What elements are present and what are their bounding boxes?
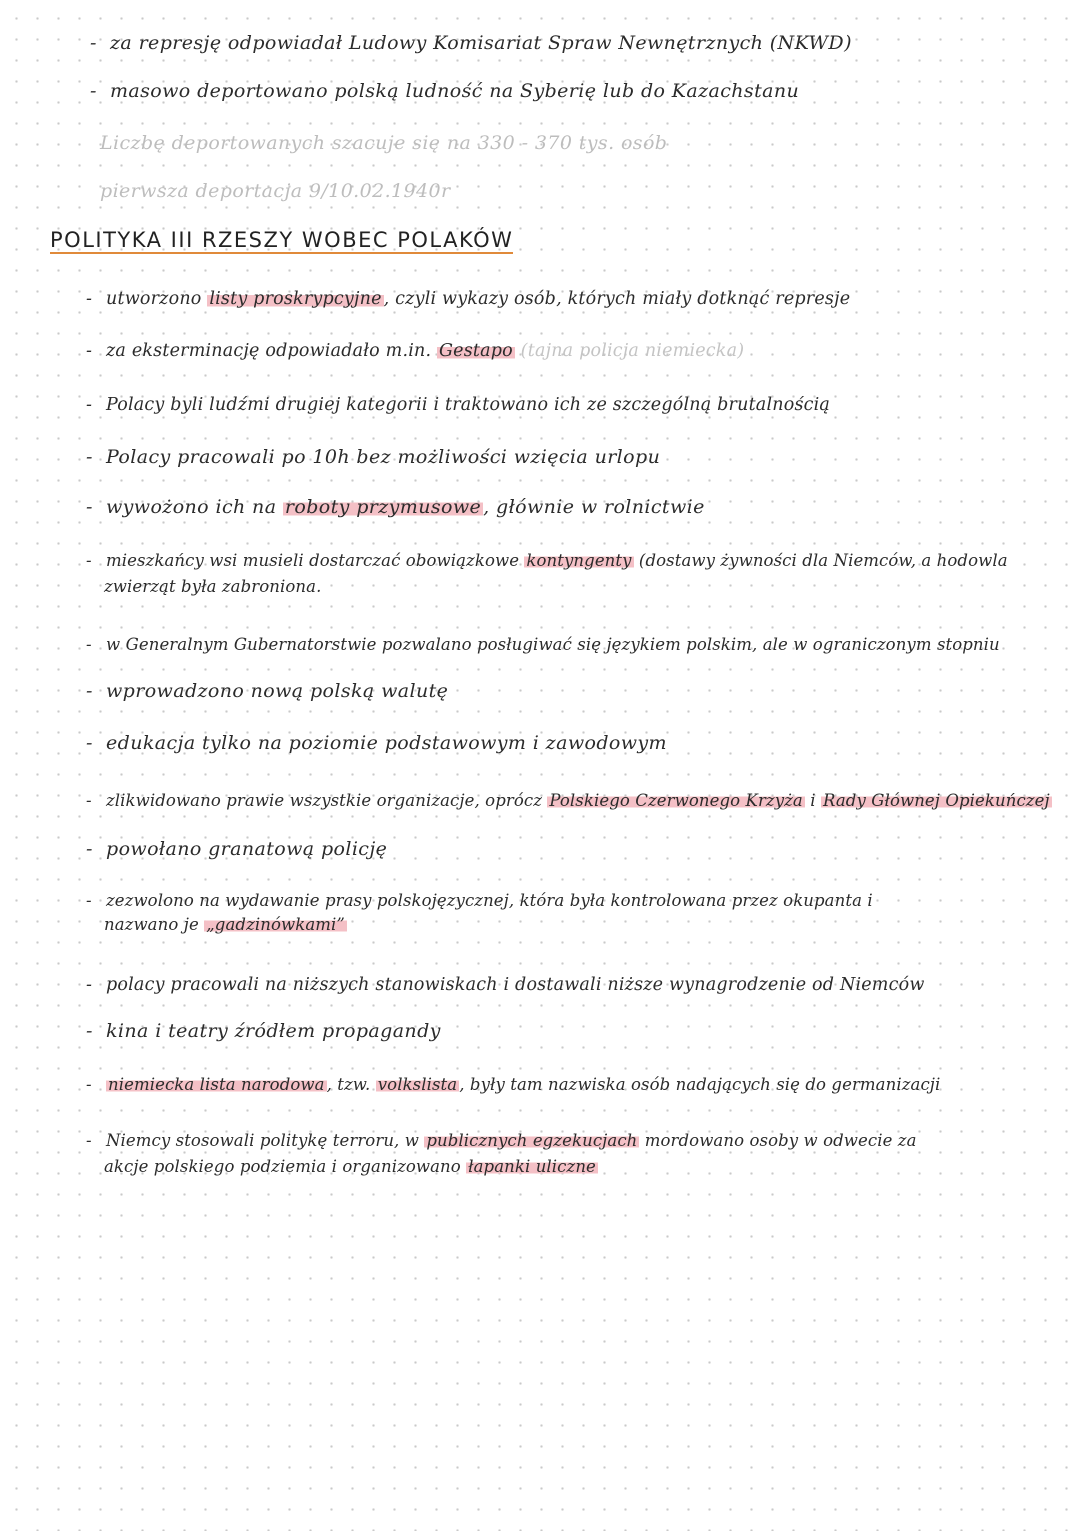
item-text: (dostawy żywności dla Niemców, a hodowla [633,551,1008,570]
list-item: - Niemcy stosowali politykę terroru, w publicznych egzekucjach mordowano osoby w odwecie za [86,1131,917,1150]
item-text: za eksterminację odpowiadało m.in. [106,341,437,361]
item-text: nazwano je [104,915,205,934]
highlight: niemiecka lista narodowa [108,1075,325,1094]
item-text: utworzono [106,289,208,309]
list-item: - zlikwidowano prawie wszystkie organizacje, oprócz Polskiego Czerwonego Krzyża i Rady Głównej Opiekuńczej [86,791,1050,810]
item-text: wprowadzono nową polską walutę [106,680,449,702]
highlight: roboty przymusowe [284,496,482,518]
item-text: kina i teatry źródłem propagandy [106,1020,441,1042]
item-text: Polacy pracowali po 10h bez możliwości wzięcia urlopu [106,446,661,468]
item-text: i [804,791,821,810]
item-text: , były tam nazwiska osób nadających się do germanizacji [459,1075,941,1094]
faint-note-count [100,130,667,156]
item-text: , tzw. [326,1075,376,1094]
list-item: - Polacy byli ludźmi drugiej kategorii i traktowano ich ze szczególną brutalnością [86,395,831,415]
list-item: - edukacja tylko na poziomie podstawowym i zawodowym [86,732,667,754]
section-heading-text: POLITYKA III RZESZY WOBEC POLAKÓW [50,228,514,252]
item-text: , głównie w rolnictwie [483,496,705,518]
highlight: volkslista [377,1075,458,1094]
faint-note-text: pierwsza deportacja 9/10.02.1940r [100,180,451,202]
list-item: - mieszkańcy wsi musieli dostarczać obowiązkowe kontyngenty (dostawy żywności dla Niemców, a hodowla [86,551,1008,570]
intro-item-deportation: - masowo deportowano polską ludność na Syberię lub do Kazachstanu [90,80,800,102]
intro-item-nkwd: - za represję odpowiadał Ludowy Komisariat Spraw Newnętrznych (NKWD) [90,32,852,54]
list-item: - wprowadzono nową polską walutę [86,680,449,702]
item-text: zezwolono na wydawanie prasy polskojęzycznej, która była kontrolowana przez okupanta i [106,891,873,910]
list-item: - Polacy pracowali po 10h bez możliwości wzięcia urlopu [86,446,661,468]
highlight: „gadzinówkami” [206,915,345,934]
item-text: polacy pracowali na niższych stanowiskach i dostawali niższe wynagrodzenie od Niemców [106,975,925,995]
list-item: - za eksterminację odpowiadało m.in. Gestapo (tajna policja niemiecka) [86,341,745,361]
item-text: powołano granatową policję [106,838,388,860]
list-item: - kina i teatry źródłem propagandy [86,1020,441,1042]
list-item: - w Generalnym Gubernatorstwie pozwalano posługiwać się językiem polskim, ale w ograniczonym stopniu [86,635,1000,654]
highlight: listy proskrypcyjne [209,289,382,309]
item-text: Niemcy stosowali politykę terroru, w [106,1131,425,1150]
item-text: mieszkańcy wsi musieli dostarczać obowiązkowe [106,551,525,570]
item-text: mordowano osoby w odwecie za [639,1131,917,1150]
faint-note-text: Liczbę deportowanych szacuje się na 330 - 370 tys. osób [100,132,668,154]
item-text: wywożono ich na [106,496,283,518]
list-item: - utworzono listy proskrypcyjne , czyli wykazy osób, których miały dotknąć represje [86,289,851,309]
item-text: , czyli wykazy osób, których miały dotknąć represje [383,289,851,309]
list-item-continuation [104,574,321,600]
list-item-continuation [104,912,347,938]
faint-note-date [100,178,450,204]
section-heading [50,228,513,252]
list-item: - zezwolono na wydawanie prasy polskojęzycznej, która była kontrolowana przez okupanta i [86,891,873,910]
item-text: akcje polskiego podziemia i organizowano [104,1157,467,1176]
item-text: w Generalnym Gubernatorstwie pozwalano posługiwać się językiem polskim, ale w ograniczonym stopniu [106,635,1000,654]
item-text: Polacy byli ludźmi drugiej kategorii i traktowano ich ze szczególną brutalnością [106,395,831,415]
list-item-continuation [104,1154,598,1180]
highlight: Rady Głównej Opiekuńczej [822,791,1050,810]
item-text: zwierząt była zabroniona. [104,577,322,596]
list-item: - niemiecka lista narodowa , tzw. volkslista , były tam nazwiska osób nadających się do germanizacji [86,1075,941,1094]
faint-note: (tajna policja niemiecka) [514,341,745,361]
list-item: - wywożono ich na roboty przymusowe , głównie w rolnictwie [86,496,705,518]
list-item: - polacy pracowali na niższych stanowiskach i dostawali niższe wynagrodzenie od Niemców [86,975,925,995]
highlight: Polskiego Czerwonego Krzyża [549,791,803,810]
highlight: łapanki uliczne [468,1157,596,1176]
list-item: - powołano granatową policję [86,838,388,860]
highlight: publicznych egzekucjach [426,1131,638,1150]
intro-item-text: masowo deportowano polską ludność na Syberię lub do Kazachstanu [110,80,800,102]
item-text: edukacja tylko na poziomie podstawowym i zawodowym [106,732,667,754]
item-text: zlikwidowano prawie wszystkie organizacje, oprócz [106,791,548,810]
intro-item-text: za represję odpowiadał Ludowy Komisariat Spraw Newnętrznych (NKWD) [110,32,852,54]
highlight: kontyngenty [526,551,632,570]
highlight: Gestapo [439,341,513,361]
